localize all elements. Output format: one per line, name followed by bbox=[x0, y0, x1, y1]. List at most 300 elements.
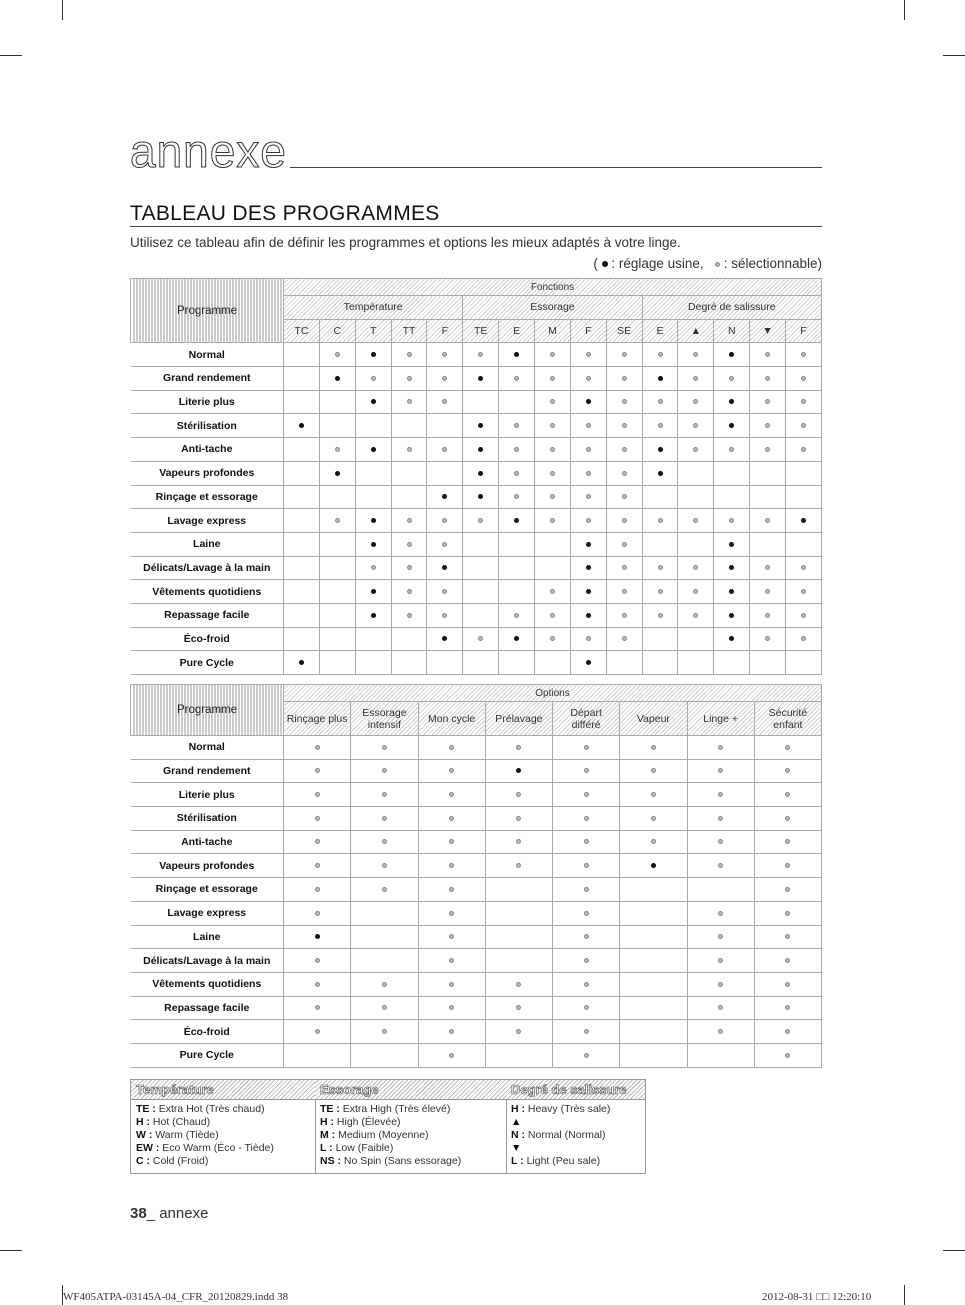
selectable-dot-icon bbox=[693, 399, 698, 404]
option-cell bbox=[355, 627, 391, 651]
page-number: 38 bbox=[130, 1205, 147, 1222]
option-cell bbox=[319, 367, 355, 391]
selectable-dot-icon bbox=[550, 376, 555, 381]
option-cell bbox=[714, 485, 750, 509]
factory-dot-icon bbox=[478, 494, 483, 499]
option-cell bbox=[351, 878, 418, 902]
option-cell bbox=[678, 532, 714, 556]
factory-dot-icon bbox=[371, 542, 376, 547]
option-cell bbox=[750, 390, 786, 414]
option-cell bbox=[463, 343, 499, 367]
selectable-dot-icon bbox=[765, 636, 770, 641]
selectable-dot-icon bbox=[550, 399, 555, 404]
option-cell bbox=[687, 736, 754, 760]
selectable-dot-icon bbox=[718, 934, 723, 939]
option-cell bbox=[355, 509, 391, 533]
functions-table bbox=[130, 278, 822, 675]
option-cell bbox=[499, 343, 535, 367]
programme-name: Éco-froid bbox=[131, 627, 284, 651]
selectable-dot-icon bbox=[785, 982, 790, 987]
option-cell bbox=[786, 580, 822, 604]
option-cell bbox=[499, 390, 535, 414]
programme-name: Vêtements quotidiens bbox=[131, 580, 284, 604]
option-column-header bbox=[620, 702, 687, 736]
option-cell bbox=[427, 461, 463, 485]
option-cell bbox=[485, 1020, 552, 1044]
selectable-dot-icon bbox=[442, 542, 447, 547]
selectable-dot-icon bbox=[718, 768, 723, 773]
option-cell bbox=[485, 736, 552, 760]
selectable-dot-icon bbox=[622, 399, 627, 404]
option-cell bbox=[642, 485, 678, 509]
column-header: ▼ bbox=[750, 319, 786, 343]
option-cell bbox=[351, 783, 418, 807]
option-cell bbox=[606, 556, 642, 580]
selectable-dot-icon bbox=[718, 745, 723, 750]
option-cell bbox=[606, 627, 642, 651]
option-cell bbox=[485, 807, 552, 831]
option-cell bbox=[427, 556, 463, 580]
selectable-dot-icon bbox=[658, 518, 663, 523]
option-cell bbox=[750, 509, 786, 533]
selectable-dot-icon bbox=[622, 636, 627, 641]
option-cell bbox=[678, 580, 714, 604]
selectable-dot-icon bbox=[801, 376, 806, 381]
selectable-dot-icon bbox=[622, 494, 627, 499]
selectable-dot-icon bbox=[550, 447, 555, 452]
crop-mark bbox=[904, 0, 905, 20]
selectable-dot-icon bbox=[382, 1005, 387, 1010]
option-cell bbox=[351, 830, 418, 854]
legend-value: Heavy (Très sale) bbox=[527, 1103, 611, 1115]
selectable-dot-icon bbox=[407, 542, 412, 547]
option-cell bbox=[391, 438, 427, 462]
option-cell bbox=[427, 390, 463, 414]
legend-selectable: : sélectionnable) bbox=[723, 256, 822, 271]
option-cell bbox=[754, 996, 821, 1020]
selectable-dot-icon bbox=[622, 423, 627, 428]
option-cell bbox=[485, 901, 552, 925]
option-cell bbox=[391, 651, 427, 675]
column-header: TT bbox=[391, 319, 427, 343]
option-cell bbox=[499, 603, 535, 627]
table-row bbox=[131, 996, 822, 1020]
option-cell bbox=[570, 556, 606, 580]
legend-key: L : bbox=[511, 1155, 524, 1167]
option-cell bbox=[284, 807, 351, 831]
programme-name: Normal bbox=[131, 343, 284, 367]
option-cell bbox=[678, 414, 714, 438]
option-cell bbox=[570, 438, 606, 462]
option-cell bbox=[754, 1020, 821, 1044]
option-cell bbox=[535, 532, 571, 556]
selectable-dot-icon bbox=[516, 792, 521, 797]
option-cell bbox=[351, 854, 418, 878]
option-cell bbox=[284, 509, 320, 533]
legend-line bbox=[131, 1155, 315, 1168]
selectable-dot-icon bbox=[335, 518, 340, 523]
selectable-dot-icon bbox=[584, 745, 589, 750]
legend-line bbox=[131, 1116, 315, 1129]
heading-rule bbox=[130, 226, 822, 227]
column-header: E bbox=[642, 319, 678, 343]
option-cell bbox=[553, 830, 620, 854]
factory-dot-icon bbox=[729, 542, 734, 547]
column-header: F bbox=[570, 319, 606, 343]
option-cell bbox=[535, 485, 571, 509]
selectable-dot-icon bbox=[765, 565, 770, 570]
option-cell bbox=[427, 532, 463, 556]
table-row bbox=[131, 556, 822, 580]
selectable-dot-icon bbox=[514, 423, 519, 428]
table-row bbox=[131, 807, 822, 831]
option-cell bbox=[284, 603, 320, 627]
table-row bbox=[131, 390, 822, 414]
option-cell bbox=[786, 343, 822, 367]
factory-dot-icon bbox=[335, 376, 340, 381]
option-cell bbox=[750, 438, 786, 462]
selectable-dot-icon bbox=[516, 863, 521, 868]
option-cell bbox=[319, 414, 355, 438]
option-cell bbox=[418, 901, 485, 925]
selectable-dot-icon bbox=[550, 423, 555, 428]
selectable-dot-icon bbox=[765, 399, 770, 404]
option-cell bbox=[786, 367, 822, 391]
legend-line bbox=[506, 1155, 645, 1168]
option-cell bbox=[355, 390, 391, 414]
option-cell bbox=[355, 343, 391, 367]
factory-dot-icon bbox=[586, 589, 591, 594]
selectable-dot-icon bbox=[718, 982, 723, 987]
selectable-dot-icon bbox=[442, 613, 447, 618]
option-cell bbox=[553, 878, 620, 902]
selectable-dot-icon bbox=[442, 447, 447, 452]
option-cell bbox=[284, 438, 320, 462]
programme-name: Literie plus bbox=[131, 783, 284, 807]
option-column-header bbox=[284, 702, 351, 736]
selectable-dot-icon bbox=[550, 589, 555, 594]
option-cell bbox=[319, 603, 355, 627]
option-cell bbox=[714, 414, 750, 438]
selectable-dot-icon bbox=[315, 1029, 320, 1034]
programme-name: Stérilisation bbox=[131, 807, 284, 831]
option-cell bbox=[553, 736, 620, 760]
legend-key: ▲ bbox=[511, 1116, 522, 1128]
legend-key: TE : bbox=[136, 1103, 156, 1115]
option-cell bbox=[391, 580, 427, 604]
option-cell bbox=[553, 972, 620, 996]
option-cell bbox=[687, 807, 754, 831]
selectable-dot-icon bbox=[586, 447, 591, 452]
selectable-dot-icon bbox=[514, 613, 519, 618]
selectable-dot-icon bbox=[516, 1029, 521, 1034]
option-cell bbox=[750, 367, 786, 391]
table-row bbox=[131, 603, 822, 627]
option-cell bbox=[570, 509, 606, 533]
option-cell bbox=[642, 627, 678, 651]
legend-line bbox=[315, 1142, 506, 1155]
selectable-dot-icon bbox=[315, 1005, 320, 1010]
crop-mark bbox=[0, 55, 22, 56]
group-header: Degré de salissure bbox=[642, 296, 821, 320]
option-cell bbox=[284, 556, 320, 580]
programme-name: Grand rendement bbox=[131, 367, 284, 391]
selectable-dot-icon bbox=[718, 792, 723, 797]
option-cell bbox=[351, 901, 418, 925]
option-cell bbox=[418, 949, 485, 973]
selectable-dot-icon bbox=[550, 471, 555, 476]
selectable-dot-icon bbox=[382, 745, 387, 750]
legend-value: No Spin (Sans essorage) bbox=[343, 1155, 462, 1167]
option-cell bbox=[391, 343, 427, 367]
selectable-dot-icon bbox=[586, 423, 591, 428]
factory-dot-icon bbox=[371, 447, 376, 452]
selectable-dot-icon bbox=[442, 352, 447, 357]
table-row bbox=[131, 651, 822, 675]
programme-name: Anti-tache bbox=[131, 438, 284, 462]
option-cell bbox=[319, 627, 355, 651]
selectable-dot-icon bbox=[442, 589, 447, 594]
legend-line bbox=[315, 1129, 506, 1142]
option-cell bbox=[284, 580, 320, 604]
option-cell bbox=[678, 603, 714, 627]
selectable-dot-icon bbox=[658, 423, 663, 428]
legend-key: W : bbox=[136, 1129, 153, 1141]
selectable-dot-icon bbox=[315, 887, 320, 892]
option-cell bbox=[284, 996, 351, 1020]
selectable-dot-icon bbox=[584, 1005, 589, 1010]
option-cell bbox=[714, 343, 750, 367]
option-cell bbox=[351, 925, 418, 949]
column-header: F bbox=[427, 319, 463, 343]
selectable-dot-icon bbox=[382, 768, 387, 773]
selectable-dot-icon bbox=[584, 863, 589, 868]
option-cell bbox=[620, 807, 687, 831]
factory-dot-icon bbox=[442, 636, 447, 641]
selectable-dot-icon bbox=[693, 447, 698, 452]
option-column-header bbox=[754, 702, 821, 736]
selectable-dot-icon bbox=[729, 447, 734, 452]
option-cell bbox=[620, 996, 687, 1020]
factory-dot-icon bbox=[729, 636, 734, 641]
selectable-dot-icon bbox=[449, 1029, 454, 1034]
selectable-dot-icon bbox=[407, 447, 412, 452]
option-cell bbox=[355, 580, 391, 604]
selectable-dot-icon bbox=[516, 839, 521, 844]
selectable-dot-icon bbox=[586, 494, 591, 499]
selectable-dot-icon bbox=[693, 565, 698, 570]
selectable-dot-icon bbox=[765, 589, 770, 594]
option-cell bbox=[786, 485, 822, 509]
option-cell bbox=[570, 461, 606, 485]
selectable-dot-icon bbox=[382, 982, 387, 987]
option-cell bbox=[570, 485, 606, 509]
option-cell bbox=[606, 509, 642, 533]
option-cell bbox=[463, 390, 499, 414]
crop-mark bbox=[943, 55, 965, 56]
selectable-dot-icon bbox=[658, 352, 663, 357]
column-header: T bbox=[355, 319, 391, 343]
option-cell bbox=[620, 925, 687, 949]
selectable-dot-icon bbox=[785, 839, 790, 844]
options-header: Options bbox=[284, 685, 822, 702]
group-header: Température bbox=[284, 296, 463, 320]
selectable-dot-icon bbox=[315, 982, 320, 987]
option-cell bbox=[620, 901, 687, 925]
option-cell bbox=[485, 949, 552, 973]
option-cell bbox=[319, 509, 355, 533]
option-cell bbox=[284, 532, 320, 556]
selectable-dot-icon bbox=[586, 471, 591, 476]
option-cell bbox=[642, 461, 678, 485]
option-cell bbox=[485, 878, 552, 902]
option-cell bbox=[485, 783, 552, 807]
option-cell bbox=[485, 1043, 552, 1067]
options-table bbox=[130, 684, 822, 1068]
legend-line bbox=[315, 1155, 506, 1168]
selectable-dot-icon bbox=[315, 911, 320, 916]
option-cell bbox=[553, 996, 620, 1020]
selectable-dot-icon bbox=[382, 863, 387, 868]
selectable-dot-icon bbox=[651, 816, 656, 821]
option-cell bbox=[687, 783, 754, 807]
option-cell bbox=[319, 556, 355, 580]
legend-factory: : réglage usine, bbox=[611, 256, 704, 271]
option-cell bbox=[606, 580, 642, 604]
option-cell bbox=[319, 485, 355, 509]
selectable-dot-icon bbox=[584, 1029, 589, 1034]
soil-legend-title: Degré de salissure bbox=[506, 1080, 645, 1100]
option-cell bbox=[351, 736, 418, 760]
section-rule bbox=[290, 167, 822, 168]
option-cell bbox=[463, 532, 499, 556]
factory-dot-icon bbox=[602, 261, 608, 267]
option-cell bbox=[754, 736, 821, 760]
selectable-dot-icon bbox=[622, 376, 627, 381]
legend-line bbox=[315, 1103, 506, 1116]
option-cell bbox=[714, 509, 750, 533]
option-cell bbox=[620, 854, 687, 878]
option-cell bbox=[786, 509, 822, 533]
option-cell bbox=[535, 627, 571, 651]
factory-dot-icon bbox=[729, 399, 734, 404]
selectable-dot-icon bbox=[658, 589, 663, 594]
option-cell bbox=[535, 651, 571, 675]
selectable-dot-icon bbox=[801, 399, 806, 404]
option-cell bbox=[351, 759, 418, 783]
table-row bbox=[131, 736, 822, 760]
option-cell bbox=[642, 509, 678, 533]
option-cell bbox=[463, 627, 499, 651]
selectable-dot-icon bbox=[765, 518, 770, 523]
factory-dot-icon bbox=[801, 518, 806, 523]
table-row bbox=[131, 461, 822, 485]
selectable-dot-icon bbox=[651, 839, 656, 844]
option-cell bbox=[553, 1020, 620, 1044]
option-cell bbox=[553, 1043, 620, 1067]
table-row bbox=[131, 949, 822, 973]
selectable-dot-icon bbox=[449, 1053, 454, 1058]
programme-name: Laine bbox=[131, 532, 284, 556]
option-cell bbox=[418, 925, 485, 949]
option-cell bbox=[284, 461, 320, 485]
factory-dot-icon bbox=[514, 636, 519, 641]
legend-open: ( bbox=[593, 256, 598, 271]
option-column-label: intensif bbox=[367, 718, 402, 731]
option-cell bbox=[714, 532, 750, 556]
option-cell bbox=[714, 367, 750, 391]
table-row bbox=[131, 1043, 822, 1067]
selectable-dot-icon bbox=[801, 636, 806, 641]
option-cell bbox=[319, 580, 355, 604]
selectable-dot-icon bbox=[407, 399, 412, 404]
option-cell bbox=[284, 414, 320, 438]
legend-key: H : bbox=[320, 1116, 334, 1128]
selectable-dot-icon bbox=[718, 911, 723, 916]
programme-name: Lavage express bbox=[131, 901, 284, 925]
factory-dot-icon bbox=[514, 352, 519, 357]
selectable-dot-icon bbox=[785, 792, 790, 797]
option-cell bbox=[750, 485, 786, 509]
selectable-dot-icon bbox=[801, 613, 806, 618]
column-header: ▲ bbox=[678, 319, 714, 343]
option-cell bbox=[570, 343, 606, 367]
legend-line bbox=[131, 1129, 315, 1142]
selectable-dot-icon bbox=[449, 816, 454, 821]
option-cell bbox=[754, 949, 821, 973]
option-cell bbox=[391, 509, 427, 533]
option-cell bbox=[391, 556, 427, 580]
selectable-dot-icon bbox=[315, 958, 320, 963]
option-cell bbox=[553, 783, 620, 807]
option-cell bbox=[642, 651, 678, 675]
option-cell bbox=[418, 830, 485, 854]
option-cell bbox=[786, 603, 822, 627]
option-cell bbox=[750, 461, 786, 485]
soil-legend bbox=[506, 1080, 645, 1173]
legend-value: Normal (Normal) bbox=[527, 1129, 606, 1141]
option-cell bbox=[687, 996, 754, 1020]
selectable-dot-icon bbox=[516, 745, 521, 750]
option-cell bbox=[535, 509, 571, 533]
table-row bbox=[131, 532, 822, 556]
option-cell bbox=[499, 556, 535, 580]
option-cell bbox=[485, 759, 552, 783]
option-cell bbox=[391, 485, 427, 509]
selectable-dot-icon bbox=[785, 934, 790, 939]
legend-key: M : bbox=[320, 1129, 336, 1141]
option-cell bbox=[284, 736, 351, 760]
factory-dot-icon bbox=[371, 613, 376, 618]
option-cell bbox=[284, 949, 351, 973]
legend-value: Cold (Froid) bbox=[152, 1155, 209, 1167]
option-column-label: différé bbox=[571, 718, 601, 731]
selectable-dot-icon bbox=[785, 1005, 790, 1010]
option-cell bbox=[284, 651, 320, 675]
selectable-dot-icon bbox=[765, 423, 770, 428]
option-cell bbox=[463, 485, 499, 509]
option-cell bbox=[284, 830, 351, 854]
option-cell bbox=[786, 556, 822, 580]
option-cell bbox=[754, 925, 821, 949]
option-cell bbox=[499, 580, 535, 604]
option-cell bbox=[620, 949, 687, 973]
option-cell bbox=[606, 414, 642, 438]
selectable-dot-icon bbox=[514, 447, 519, 452]
column-header: TC bbox=[284, 319, 320, 343]
factory-dot-icon bbox=[516, 768, 521, 773]
option-cell bbox=[642, 580, 678, 604]
